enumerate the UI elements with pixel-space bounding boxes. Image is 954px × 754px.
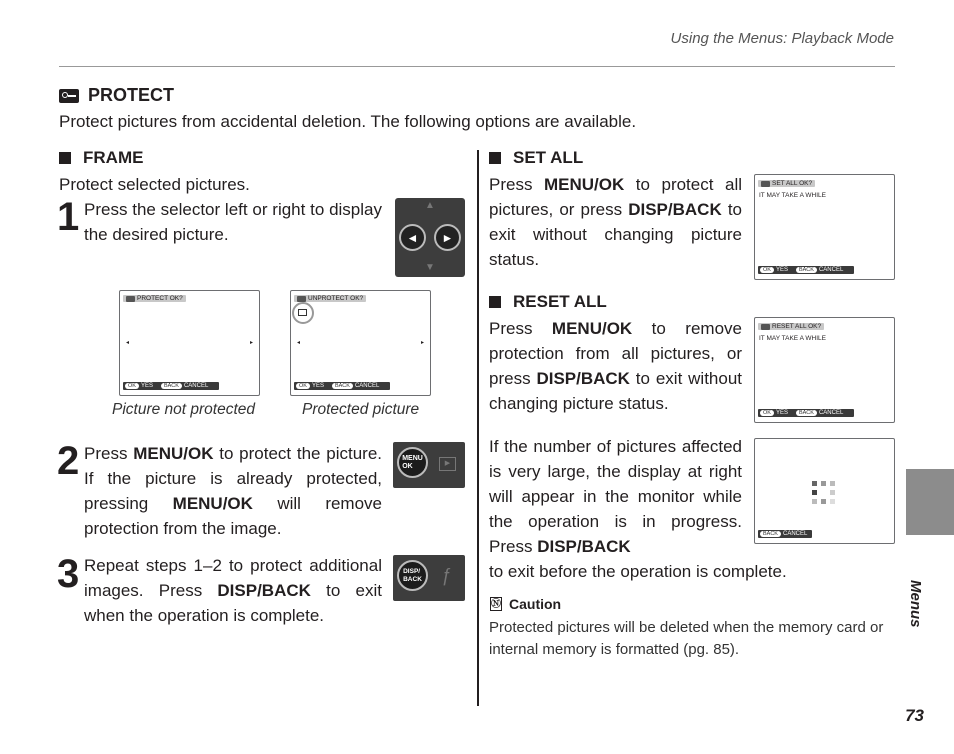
key-icon	[761, 324, 770, 330]
right-arrow-icon: ▸	[249, 340, 253, 346]
menu-ok-label: MENU OK	[397, 447, 428, 478]
yes-label: YES	[140, 383, 153, 389]
bullet-square-icon	[59, 152, 71, 164]
step-1-number: 1	[57, 195, 78, 239]
busy-indicator-icon	[812, 481, 838, 503]
step-3-number: 3	[57, 552, 78, 596]
screen-footer	[758, 530, 812, 538]
bullet-square-icon	[489, 296, 501, 308]
screen-prompt	[758, 323, 824, 330]
back-label: BACK	[760, 531, 781, 537]
screen-prompt	[294, 295, 366, 302]
key-icon	[59, 89, 79, 103]
section-intro: Protect pictures from accidental deletion. The following options are available.	[59, 112, 637, 131]
caution-icon: Ⓝ	[491, 599, 501, 610]
screen-footer	[758, 266, 854, 274]
step-2-number: 2	[57, 439, 78, 483]
caption-protected: Protected picture	[302, 401, 420, 418]
wait-notice: IT MAY TAKE A WHILE	[759, 335, 826, 342]
ok-label: OK	[125, 383, 139, 389]
ok-label: OK	[760, 267, 774, 273]
screen-footer	[123, 382, 219, 390]
yes-label: YES	[775, 267, 788, 273]
right-arrow-icon: ▸	[420, 340, 424, 346]
chapter-label: Menus	[907, 580, 924, 628]
prompt-text: RESET ALL OK?	[772, 323, 822, 330]
ok-label: OK	[296, 383, 310, 389]
frame-heading	[59, 148, 143, 168]
frame-lead: Protect selected pictures.	[59, 175, 250, 194]
caption-not-protected: Picture not protected	[112, 401, 256, 418]
cancel-label: CANCEL	[183, 383, 209, 389]
yes-label: YES	[775, 410, 788, 416]
wait-notice: IT MAY TAKE A WHILE	[759, 192, 826, 199]
ok-label: OK	[760, 410, 774, 416]
step-1-text: Press the selector left or right to display the desired picture.	[84, 200, 382, 244]
left-arrow-icon: ◂	[126, 340, 130, 346]
left-arrow-icon: ◂	[297, 340, 301, 346]
disp-back-button-image	[393, 555, 465, 601]
reset-all-heading	[489, 292, 607, 312]
key-icon	[126, 296, 135, 302]
back-label: BACK	[161, 383, 182, 389]
section-title	[59, 85, 174, 106]
header-rule	[59, 66, 895, 67]
screen-reset-all	[754, 317, 895, 423]
screen-protected	[290, 290, 431, 396]
caution-text: Protected pictures will be deleted when the memory card or internal memory is formatted (pg. 85).	[489, 619, 884, 658]
prompt-text: PROTECT OK?	[137, 295, 183, 302]
down-arrow-icon: ▼	[425, 262, 435, 273]
screen-not-protected	[119, 290, 260, 396]
screen-footer	[758, 409, 854, 417]
up-arrow-icon: ▲	[425, 200, 435, 211]
back-label: BACK	[796, 267, 817, 273]
step-3-text: Repeat steps 1–2 to protect additional images. Press DISP/BACK to exit when the operation is complete.	[84, 556, 382, 625]
disp-back-label: DISP/ BACK	[397, 560, 428, 591]
key-icon	[761, 181, 770, 187]
screen-set-all	[754, 174, 895, 280]
prompt-text: UNPROTECT OK?	[308, 295, 364, 302]
large-number-text: If the number of pictures affected is very large, the display at right will appear in the monitor while the operation is in progress. Press DISP/BACK	[489, 437, 742, 556]
selector-dpad-image	[395, 198, 465, 277]
menu-ok-button-image	[393, 442, 465, 488]
cancel-label: CANCEL	[818, 410, 844, 416]
key-icon	[297, 296, 306, 302]
section-title-text: PROTECT	[88, 85, 175, 105]
bullet-square-icon	[489, 152, 501, 164]
chapter-tab	[906, 469, 954, 535]
reset-all-heading-text: RESET ALL	[513, 292, 607, 311]
set-all-text: Press MENU/OK to protect all pictures, or press DISP/BACK to exit without changing picture status.	[489, 175, 743, 269]
page-number: 73	[905, 706, 924, 725]
column-divider	[477, 150, 479, 706]
play-icon: ▶	[439, 457, 456, 471]
protected-indicator-icon	[292, 302, 314, 324]
screen-prompt	[758, 180, 815, 187]
left-arrow-icon: ◄	[399, 224, 426, 251]
screen-in-progress	[754, 438, 895, 544]
caution-heading	[490, 596, 561, 612]
set-all-heading-text: SET ALL	[513, 148, 584, 167]
frame-heading-text: FRAME	[83, 148, 144, 167]
cancel-label: CANCEL	[818, 267, 844, 273]
prompt-text: SET ALL OK?	[772, 180, 813, 187]
screen-footer	[294, 382, 390, 390]
back-label: BACK	[332, 383, 353, 389]
caution-heading-text: Caution	[509, 596, 562, 612]
set-all-heading	[489, 148, 583, 168]
back-label: BACK	[796, 410, 817, 416]
yes-label: YES	[311, 383, 324, 389]
step-2-text: Press MENU/OK to protect the picture. If the picture is already protected, pressing MENU/OK will remove protection from the image.	[84, 444, 383, 538]
reset-all-text: Press MENU/OK to remove protection from all pictures, or press DISP/BACK to exit without changing picture status.	[489, 319, 743, 413]
right-arrow-icon: ►	[434, 224, 461, 251]
large-number-text-end: to exit before the operation is complete.	[489, 562, 787, 581]
flash-icon: ƒ	[441, 565, 452, 585]
running-header: Using the Menus: Playback Mode	[670, 30, 894, 47]
cancel-label: CANCEL	[354, 383, 380, 389]
screen-prompt	[123, 295, 186, 302]
cancel-label: CANCEL	[782, 531, 808, 537]
